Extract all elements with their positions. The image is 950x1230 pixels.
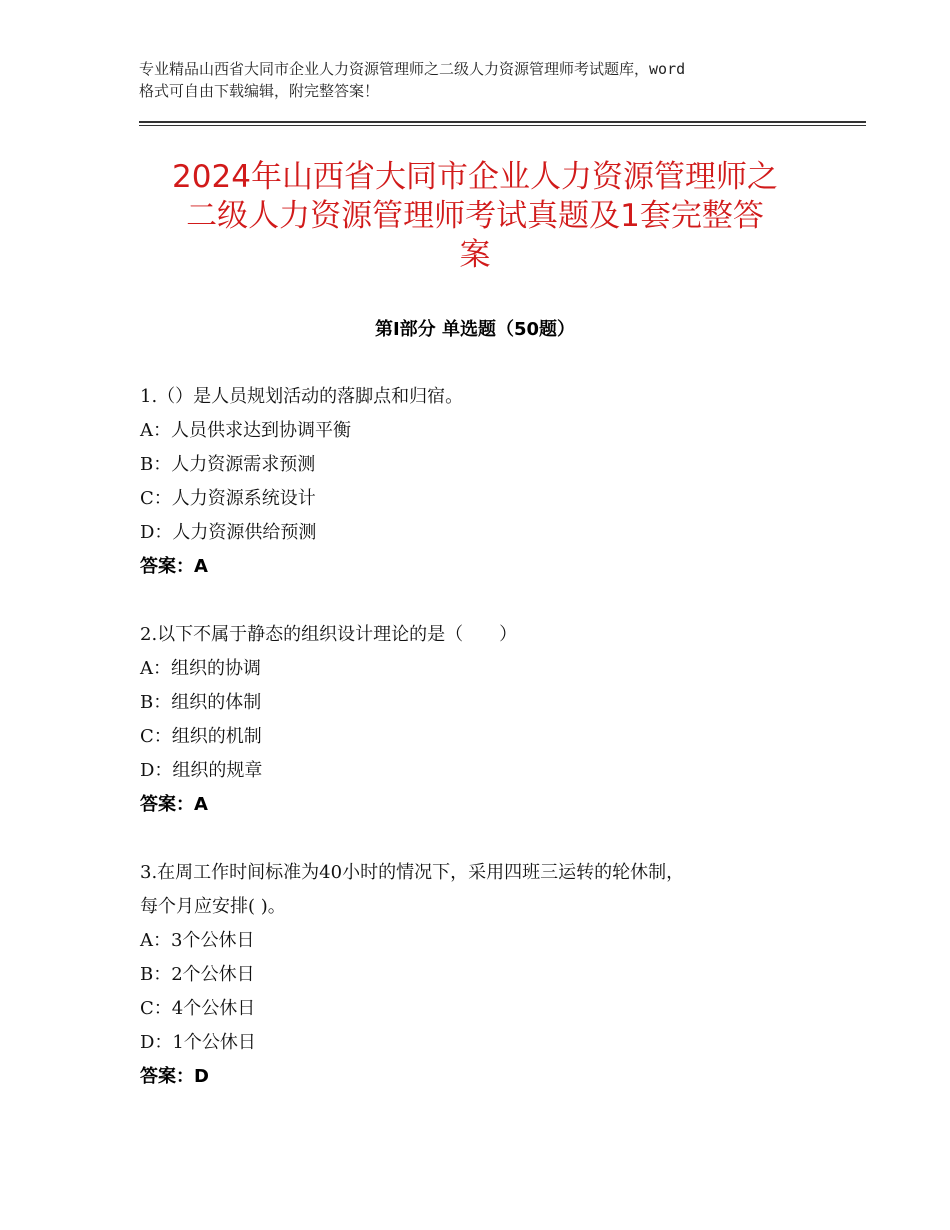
question-3 [140, 856, 820, 1094]
option-c: C：组织的机制 [140, 726, 262, 747]
option-a: A：3个公休日 [140, 930, 255, 951]
question-1 [140, 380, 820, 584]
option-c: C：4个公休日 [140, 998, 256, 1019]
question-stem-line-2: 每个月应安排( )。 [140, 896, 286, 917]
header-note-line-1: 专业精品山西省大同市企业人力资源管理师之二级人力资源管理师考试题库，word [139, 60, 686, 78]
header-rule-thin [139, 125, 866, 126]
document-title [130, 158, 820, 275]
question-stem-line-1: 3.在周工作时间标准为40小时的情况下，采用四班三运转的轮休制， [140, 862, 685, 883]
option-a: A：人员供求达到协调平衡 [140, 420, 351, 441]
option-b: B：组织的体制 [140, 692, 262, 713]
option-b: B：人力资源需求预测 [140, 454, 316, 475]
option-c: C：人力资源系统设计 [140, 488, 316, 509]
option-d: D：人力资源供给预测 [140, 522, 317, 543]
section-title: 第Ⅰ部分 单选题（50题） [374, 319, 575, 340]
document-title-line-3: 案 [459, 237, 491, 273]
question-2 [140, 618, 820, 822]
option-a: A：组织的协调 [140, 658, 261, 679]
answer: 答案：A [140, 556, 208, 577]
question-stem: 1.（）是人员规划活动的落脚点和归宿。 [140, 386, 464, 407]
answer: 答案：D [140, 1066, 209, 1087]
option-d: D：组织的规章 [140, 760, 263, 781]
answer: 答案：A [140, 794, 208, 815]
option-d: D：1个公休日 [140, 1032, 256, 1053]
header-note-line-2: 格式可自由下载编辑，附完整答案！ [139, 82, 380, 100]
question-list [140, 380, 820, 1128]
question-stem: 2.以下不属于静态的组织设计理论的是（ ） [140, 624, 518, 645]
header-rule-thick [139, 121, 866, 123]
header-note [139, 58, 819, 102]
option-b: B：2个公休日 [140, 964, 255, 985]
document-title-line-2: 二级人力资源管理师考试真题及1套完整答 [186, 198, 764, 234]
document-title-line-1: 2024年山西省大同市企业人力资源管理师之 [172, 159, 778, 195]
